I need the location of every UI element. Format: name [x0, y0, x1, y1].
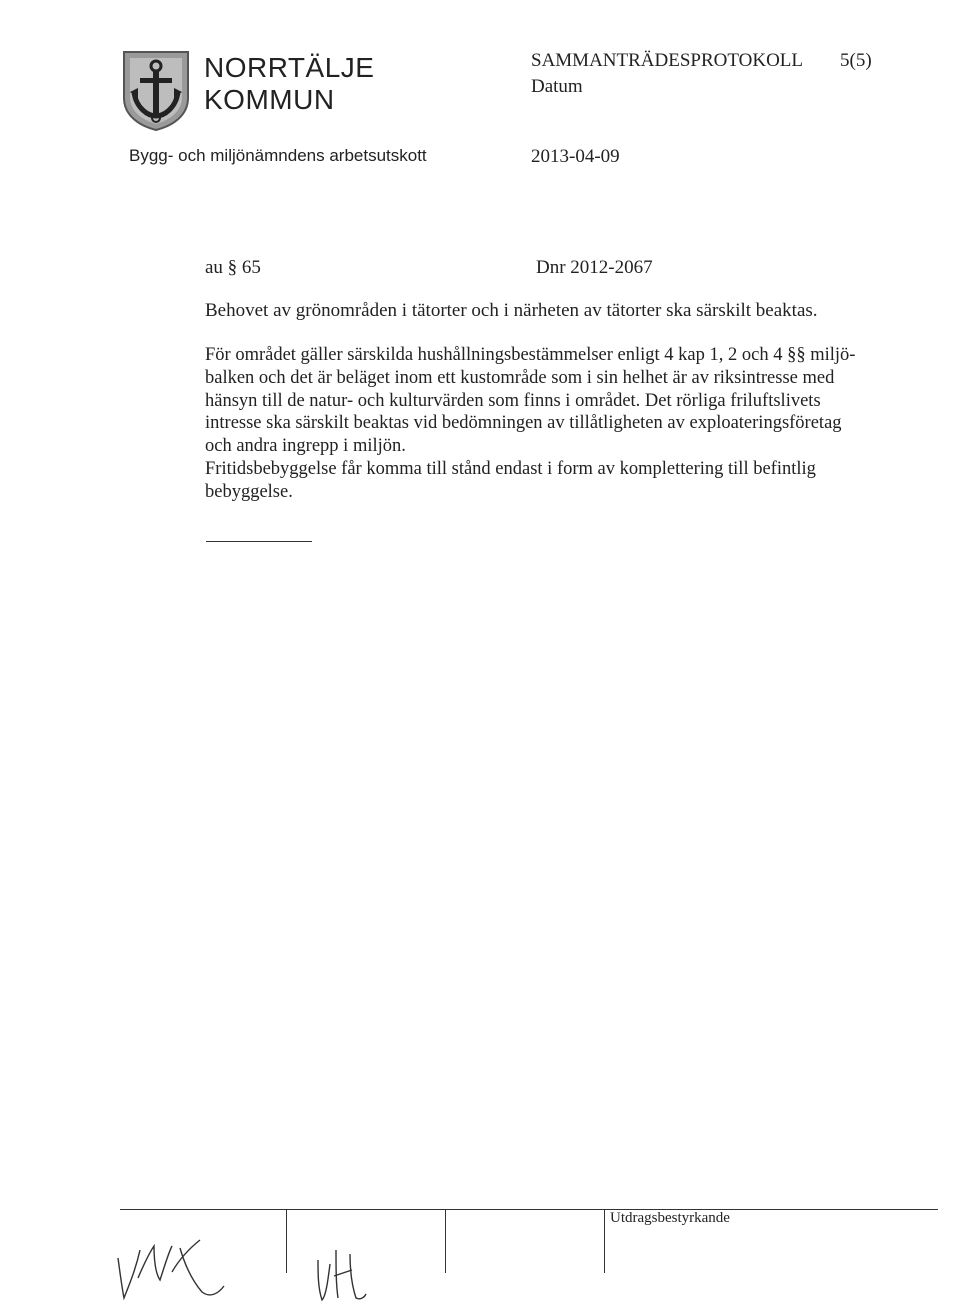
footer-divider [604, 1209, 605, 1273]
case-body [205, 344, 895, 504]
anchor-coat-of-arms-icon [120, 48, 192, 132]
handwritten-initials-icon [310, 1240, 370, 1304]
committee-name: Bygg- och miljönämndens arbetsutskott [129, 146, 427, 165]
date-label: Datum [531, 76, 583, 97]
case-heading: Behovet av grönområden i tätorter och i närheten av tätorter ska särskilt beaktas. [205, 300, 818, 321]
page-number: 5(5) [840, 50, 872, 71]
meeting-date: 2013-04-09 [531, 146, 620, 167]
certification-label: Utdragsbestyrkande [610, 1210, 730, 1226]
body-line: bebyggelse. [205, 481, 293, 502]
end-rule [206, 541, 312, 542]
municipality-logo-text [204, 52, 374, 116]
logo-line-2: KOMMUN [204, 84, 335, 115]
body-line: balken och det är beläget inom ett kustområde som i sin helhet är av riksintresse med [205, 367, 835, 388]
body-line: intresse ska särskilt beaktas vid bedömningen av tillåtligheten av exploateringsföretag [205, 413, 842, 434]
section-number: au § 65 [205, 257, 261, 278]
body-line: och andra ingrepp i miljön. [205, 436, 406, 457]
protocol-title: SAMMANTRÄDESPROTOKOLL [531, 50, 804, 71]
case-number: Dnr 2012-2067 [536, 257, 653, 278]
body-line: För området gäller särskilda hushållningsbestämmelser enligt 4 kap 1, 2 och 4 §§ miljö- [205, 345, 856, 365]
handwritten-initials-icon [110, 1228, 230, 1304]
footer-divider [286, 1209, 287, 1273]
body-line: hänsyn till de natur- och kulturvärden som finns i området. Det rörliga friluftslivets [205, 390, 821, 411]
footer-divider [445, 1209, 446, 1273]
footer-rule [120, 1209, 938, 1210]
body-line: Fritidsbebyggelse får komma till stånd endast i form av komplettering till befintlig [205, 458, 816, 479]
logo-line-1: NORRTÄLJE [204, 52, 375, 83]
